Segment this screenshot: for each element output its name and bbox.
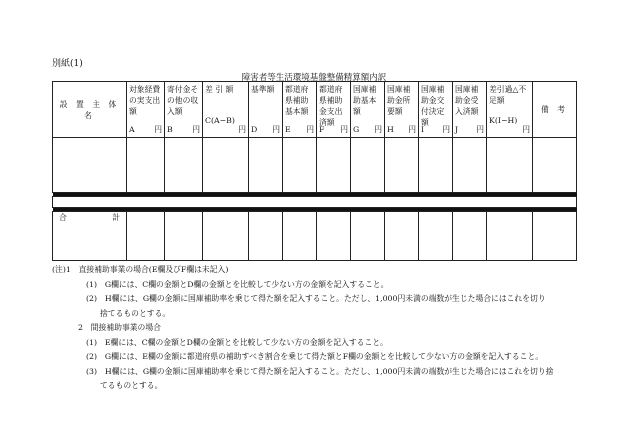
total-row [53,212,577,261]
col-h: 国庫補助金所要額 H 円 [385,82,419,138]
note-2-3: (3) H欄には、G欄の金額に国庫補助率を乗じて得た額を記入すること。ただし、1,000円未満の端数が生じた場合にはこれを切り捨 [86,366,554,376]
note-2-1: (1) E欄には、C欄の金額とD欄の金額とを比較して少ない方の金額を記入すること。 [86,337,388,347]
note-head-1: (注)1 直接補助事業の場合(E欄及びF欄は未記入) [52,265,229,274]
header-row [53,82,577,138]
col-j: 国庫補助金受入済額 J 円 [453,82,487,138]
notes [52,263,592,394]
col-remarks: 備 考 [533,82,577,138]
note-2-2: (2) G欄には、E欄の金額に都道府県の補助すべき割合を乗じて得た額とF欄の金額とを比較して少ない方の金額を記入すること。 [86,352,544,361]
note-2-3-cont: てるものとする。 [100,381,163,390]
settlement-table [52,81,577,261]
col-b: 寄付金その他の収入額 B 円 [165,82,203,138]
note-1-2-cont: 捨てるものとする。 [100,308,171,318]
document-title: 障害者等生活環境基盤整備精算額内訳 [241,73,387,83]
entry-row [53,138,577,193]
col-c: 差 引 額 C(A−B) 円 [203,82,249,138]
col-setchi: 設 置 主 体 名 [53,82,127,138]
col-i: 国庫補助金交付決定額 I 円 [419,82,453,138]
col-k: 差引過△不足額 K(I−H) 円 [487,82,533,138]
note-1-1: (1) G欄には、C欄の金額とD欄の金額とを比較して少ない方の金額を記入すること。 [86,279,389,289]
col-a: 対象経費の実支出額 A 円 [127,82,165,138]
total-label: 合 計 [53,212,127,261]
gap-row [53,197,577,208]
col-g: 国庫補助基本額 G 円 [351,82,385,138]
col-f: 都道府県補助金支出済額 F 円 [317,82,351,138]
col-e: 都道府県補助基本額 E 円 [283,82,317,138]
note-1-2: (2) H欄には、G欄の金額に国庫補助率を乗じて得た額を記入すること。ただし、1,000円未満の端数が生じた場合にはこれを切り [86,294,546,303]
col-d: 基準額 D 円 [249,82,283,138]
note-head-2: 2 間接補助事業の場合 [78,323,161,332]
attachment-label: 別紙(1) [52,59,83,69]
